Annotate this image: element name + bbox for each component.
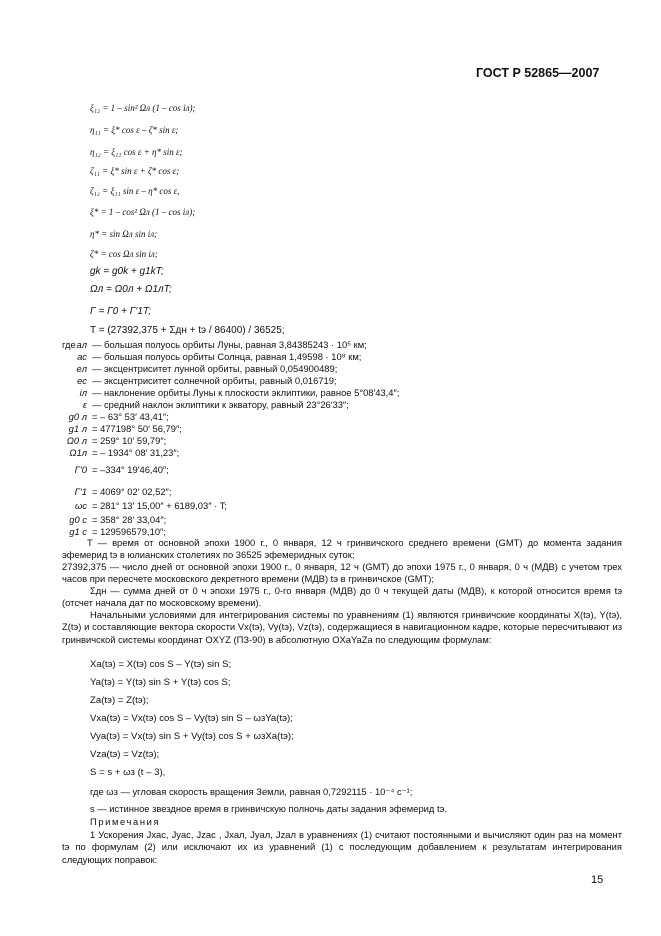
- formula-line: η* = sin Ωл sin iл;: [90, 229, 158, 239]
- formula-line: T = (27392,375 + Σдн + tэ / 86400) / 36525;: [90, 325, 285, 336]
- constant-row: [62, 447, 622, 459]
- formula-line: η₁₂ = ξ₁₁ cos ε + η* sin ε;: [90, 147, 183, 157]
- definition-text: — большая полуось орбиты Солнца, равная 1,49598 · 10⁸ км;: [92, 351, 362, 362]
- constant-value: = – 63° 53′ 43,41″;: [92, 411, 169, 422]
- paragraph-sigma-definition: Σдн — сумма дней от 0 ч эпохи 1975 г., 0-го января (МДВ) до 0 ч текущей даты (МДВ), к которой относится время tэ (отсчет начала дат по московскому времени).: [62, 585, 622, 609]
- formula-line: Za(tэ) = Z(tэ);: [90, 695, 149, 706]
- formula-line: Vya(tэ) = Vx(tэ) sin S + Vy(tэ) cos S + ωзXa(tэ);: [90, 731, 294, 742]
- definition-text: — эксцентриситет солнечной орбиты, равный 0,016719;: [92, 375, 337, 386]
- constant-symbol: g0 с: [69, 514, 87, 525]
- definitions-intro: где: [62, 339, 76, 350]
- constant-symbol: g0 л: [68, 411, 87, 422]
- definition-text: — большая полуось орбиты Луны, равная 3,84385243 · 10⁵ км;: [92, 339, 367, 350]
- constant-value: = –334° 19′46,40″;: [92, 464, 169, 475]
- constant-row: [62, 514, 622, 526]
- definition-text: — наклонение орбиты Луны к плоскости эклиптики, равное 5°08′43,4″;: [92, 387, 400, 398]
- constant-symbol: Γ′1: [74, 486, 87, 497]
- constant-row: [62, 435, 622, 447]
- formula-line: S = s + ωз (t – 3),: [90, 767, 166, 778]
- constant-symbol: g1 с: [69, 526, 87, 537]
- definition-row: [62, 387, 622, 399]
- formula-line: Vxa(tэ) = Vx(tэ) cos S – Vy(tэ) sin S – ωзYa(tэ);: [90, 713, 293, 724]
- constant-value: = 477198° 50′ 56,79″;: [92, 423, 182, 434]
- definition-row: [62, 399, 622, 411]
- constant-value: = 129596579,10″;: [92, 526, 166, 537]
- constant-symbol: ωс: [75, 500, 87, 511]
- constant-row: [62, 500, 622, 512]
- constant-symbol: Γ′0: [74, 464, 87, 475]
- formula-line: ζ₁₂ = ξ₁₁ sin ε – η* cos ε,: [90, 186, 180, 196]
- page-number: 15: [591, 874, 604, 886]
- formula-line: ξ₁₂ = 1 – sin² Ωл (1 – cos iл);: [90, 103, 196, 113]
- constant-value: = – 1934° 08′ 31,23″;: [92, 447, 180, 458]
- s-definition: s — истинное звездное время в гринвичскую полночь даты задания эфемерид tэ.: [90, 803, 447, 814]
- notes-title: Примечания: [90, 816, 161, 827]
- formula-line: ζ* = cos Ωл sin iл;: [90, 249, 158, 259]
- paragraph-initial-conditions: Начальными условиями для интегрирования системы по уравнениям (1) являются гринвичские координаты X(tэ), Y(tэ), Z(tэ) и составляющие вектора скорости Vx(tэ), Vy(tэ), Vz(tэ), содержащиеся в навигационном кадре, которые пересчитывают из гринвичской системы координат OXYZ (ПЗ-90) в абсолютную OXaYaZa по следующим формулам:: [62, 609, 622, 645]
- paragraph-t-definition: T — время от основной эпохи 1900 г., 0 января, 12 ч гринвичского среднего времени (GMT) до момента задания эфемерид tэ в юлианских столетиях по 36525 эфемеридных суток;: [62, 537, 622, 561]
- definition-symbol: aл: [76, 339, 87, 350]
- definition-symbol: ε: [82, 399, 87, 410]
- formula-line: gk = g0k + g1kT;: [90, 266, 164, 277]
- formula-line: Γ = Γ0 + Γ′1T;: [90, 306, 152, 317]
- definition-symbol: eл: [76, 363, 87, 374]
- note-text: 1 Ускорения Jxac, Jyac, Jzac , Jxaл, Jyaл, Jzaл в уравнениях (1) считают постоянными и вычисляют один раз на момент tэ по формулам (2) или исключают их из уравнений (1) с последующим добавлением к результатам интегрирования следующих поправок:: [62, 829, 622, 865]
- definition-symbol: iл: [79, 387, 87, 398]
- formula-line: Xa(tэ) = X(tэ) cos S – Y(tэ) sin S;: [90, 659, 232, 670]
- page-header: ГОСТ Р 52865—2007: [476, 66, 600, 80]
- constant-symbol: Ω1л: [69, 447, 87, 458]
- definition-symbol: aс: [77, 351, 87, 362]
- definition-symbol: eс: [77, 375, 87, 386]
- formula-line: Ωл = Ω0л + Ω1лT;: [90, 284, 172, 295]
- constant-value: = 259° 10′ 59,79″;: [92, 435, 167, 446]
- constant-value: = 4069° 02′ 02,52″;: [92, 486, 172, 497]
- definition-row: [62, 351, 622, 363]
- definition-row: [62, 339, 622, 351]
- constant-row: [62, 423, 622, 435]
- definition-row: [62, 363, 622, 375]
- constant-symbol: Ω0 л: [66, 435, 87, 446]
- definition-row: [62, 375, 622, 387]
- constant-row: [62, 464, 622, 476]
- definition-text: — эксцентриситет лунной орбиты, равный 0,054900489;: [92, 363, 338, 374]
- paragraph-days-definition: 27392,375 — число дней от основной эпохи 1900 г., 0 января, 12 ч (GMT) до эпохи 1975 г., 0 января, 0 ч (МДВ) с учетом трех часов при пересчете московского декретного времени (МДВ) tэ в гринвичское (GMT);: [62, 561, 622, 585]
- constant-value: = 358° 28′ 33,04″;: [92, 514, 167, 525]
- definition-text: — средний наклон эклиптики к экватору, равный 23°26′33″;: [92, 399, 349, 410]
- constant-value: = 281° 13′ 15,00″ + 6189,03″ · T;: [92, 500, 227, 511]
- constant-row: [62, 486, 622, 498]
- formula-line: Ya(tэ) = Y(tэ) sin S + Y(tэ) cos S;: [90, 677, 231, 688]
- formula-line: η₁₁ = ξ* cos ε – ζ* sin ε;: [90, 125, 179, 135]
- formula-line: ζ₁₁ = ξ* sin ε + ζ* cos ε;: [90, 166, 180, 176]
- constant-row: [62, 411, 622, 423]
- omega-definition: где ωз — угловая скорость вращения Земли, равная 0,7292115 · 10⁻⁴ с⁻¹;: [90, 786, 413, 797]
- formula-line: ξ* = 1 – cos² Ωл (1 – cos iл);: [90, 207, 196, 217]
- formula-line: Vza(tэ) = Vz(tэ);: [90, 749, 160, 760]
- constant-symbol: g1 л: [68, 423, 87, 434]
